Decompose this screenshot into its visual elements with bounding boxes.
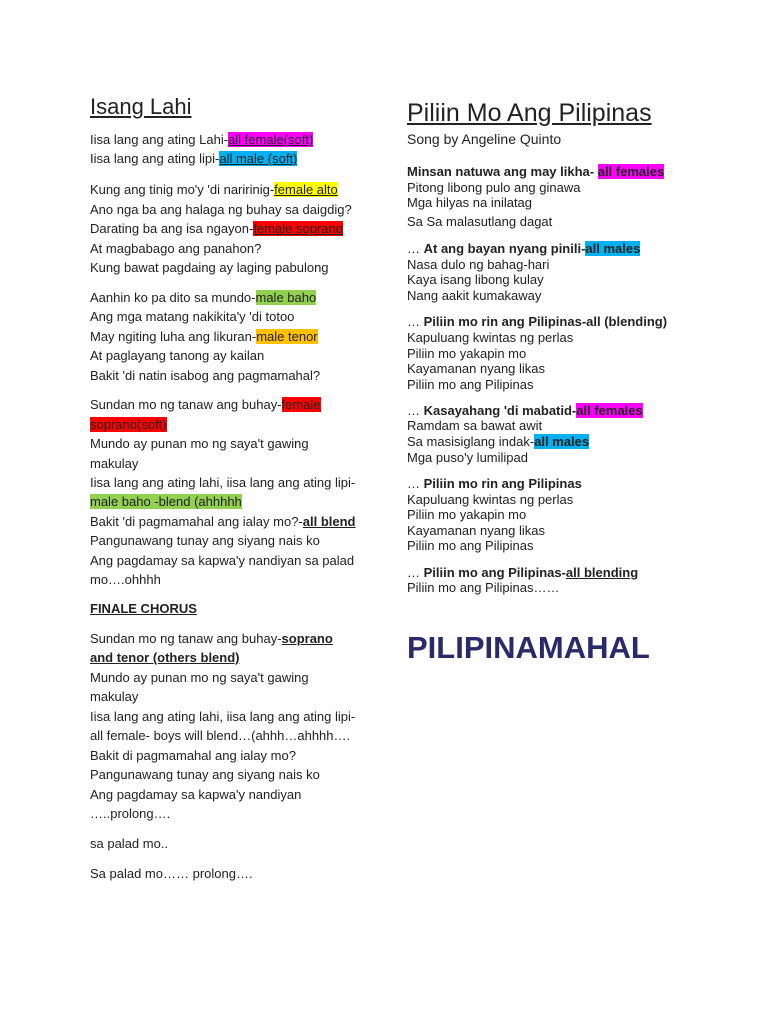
voice-part-highlight: female alto (274, 182, 338, 197)
voice-part-highlight: all female(soft) (228, 132, 314, 147)
lyric-line (90, 309, 294, 325)
lyric-text: Nang aakit kumakaway (407, 288, 542, 303)
lyric-text: Ang pagdamay sa kapwa'y nandiyan (90, 787, 302, 802)
lyric-line (407, 164, 664, 180)
lyric-text: … (407, 565, 424, 580)
lyric-text: Mundo ay punan mo ng saya't gawing (90, 670, 309, 685)
lyric-line (407, 214, 552, 230)
lyric-line (90, 787, 301, 803)
lyric-line (90, 631, 333, 647)
lyric-text: Pitong libong pulo ang ginawa (407, 180, 581, 195)
lyric-text: Kapuluang kwintas ng perlas (407, 330, 574, 345)
lyric-text: Piliin mo yakapin mo (407, 346, 527, 361)
lyric-line (90, 767, 320, 783)
lyric-text: Ramdam sa bawat awit (407, 418, 543, 433)
lyric-text: Piliin mo yakapin mo (407, 507, 527, 522)
lyric-line (90, 241, 261, 257)
voice-part-highlight: male tenor (256, 329, 318, 344)
lyric-text: … (407, 314, 424, 329)
lyric-line (90, 650, 240, 666)
lyric-text: Iisa lang ang ating Lahi- (90, 132, 229, 147)
lyric-line (90, 348, 264, 364)
lyric-line (407, 476, 582, 492)
lyric-line (407, 180, 580, 196)
lyric-line (90, 260, 329, 276)
lyric-line (90, 329, 318, 345)
lyric-line (90, 601, 197, 617)
lyric-text: Piliin mo ang Pilipinas…… (407, 580, 560, 595)
lyric-bold-text: Piliin mo ang Pilipinas- (423, 565, 566, 580)
lyric-text: Bakit 'di pagmamahal ang ialay mo?- (90, 514, 303, 529)
voice-part-highlight: all male (soft) (219, 151, 298, 166)
lyric-text: Mundo ay punan mo ng saya't gawing (90, 436, 309, 451)
lyric-line (90, 748, 296, 764)
lyric-text: Ano nga ba ang halaga ng buhay sa daigdig? (90, 202, 352, 217)
lyric-line (90, 368, 320, 384)
lyric-line (407, 288, 541, 304)
lyric-line (407, 565, 638, 581)
voice-part-highlight: all females (597, 164, 665, 179)
lyric-text: all female- boys will blend…(ahhh…ahhhh…. (90, 728, 351, 743)
lyric-line (90, 132, 313, 148)
lyric-line (90, 709, 355, 725)
voice-part-highlight: all males (534, 434, 590, 449)
lyric-line (90, 866, 253, 882)
voice-part-highlight: female (281, 397, 321, 412)
lyric-text: Sa Sa malasutlang dagat (407, 214, 553, 229)
lyric-bold-text: Minsan natuwa ang may likha- (407, 164, 598, 179)
lyric-text: Bakit di pagmamahal ang ialay mo? (90, 748, 296, 763)
song-title-piliin-mo: Piliin Mo Ang Pilipinas (407, 99, 652, 127)
lyric-line (407, 272, 544, 288)
lyric-line (90, 417, 167, 433)
lyric-text: Piliin mo ang Pilipinas (407, 377, 534, 392)
lyric-line (407, 361, 545, 377)
lyric-line (407, 403, 643, 419)
lyric-bold-text: FINALE CHORUS (90, 601, 197, 616)
lyric-line (90, 572, 161, 588)
lyric-line (407, 377, 533, 393)
lyric-text: makulay (90, 689, 139, 704)
voice-part-highlight: all males (585, 241, 641, 256)
lyric-text: Nasa dulo ng bahag-hari (407, 257, 550, 272)
lyric-bold-text: and tenor (others blend) (90, 650, 240, 665)
lyric-line (407, 523, 545, 539)
lyric-line (90, 533, 320, 549)
lyric-text: mo….ohhhh (90, 572, 161, 587)
voice-part-highlight: male baho (255, 290, 317, 305)
lyric-line (90, 182, 338, 198)
lyric-text: Sundan mo ng tanaw ang buhay- (90, 397, 282, 412)
lyric-line (407, 195, 532, 211)
lyric-line (407, 434, 589, 450)
lyric-line (407, 257, 549, 273)
lyric-bold-text: At ang bayan nyang pinili- (423, 241, 586, 256)
lyric-text: Piliin mo ang Pilipinas (407, 538, 534, 553)
lyric-text: Kayamanan nyang likas (407, 361, 546, 376)
lyric-line (90, 397, 321, 413)
lyric-text: Pangunawang tunay ang siyang nais ko (90, 533, 320, 548)
lyric-text: May ngiting luha ang likuran- (90, 329, 257, 344)
lyric-line (90, 806, 170, 822)
voice-part-highlight: all females (576, 403, 643, 418)
lyric-text: Kayamanan nyang likas (407, 523, 546, 538)
lyric-text: Sundan mo ng tanaw ang buhay- (90, 631, 282, 646)
lyric-text: …..prolong…. (90, 806, 171, 821)
lyric-text: Ang pagdamay sa kapwa'y nandiyan sa palad (90, 553, 355, 568)
lyric-line (90, 836, 168, 852)
lyric-bold-text: all blending (565, 565, 639, 580)
lyric-text: Ang mga matang nakikita'y 'di totoo (90, 309, 295, 324)
lyric-line (90, 221, 343, 237)
lyric-line (407, 580, 559, 596)
lyric-line (90, 436, 309, 452)
lyric-line (90, 670, 309, 686)
lyric-text: Mga hilyas na inilatag (407, 195, 533, 210)
lyric-line (407, 314, 667, 330)
lyric-line (90, 290, 316, 306)
voice-part-highlight: male baho -blend (ahhhhh (90, 494, 242, 509)
lyric-line (90, 494, 242, 510)
lyric-line (90, 151, 297, 167)
lyric-line (90, 553, 354, 569)
lyric-line (407, 450, 528, 466)
lyric-text: … (407, 241, 424, 256)
closing-heading: PILIPINAMAHAL (407, 630, 650, 665)
lyric-line (407, 346, 526, 362)
lyric-line (407, 492, 573, 508)
lyric-line (90, 202, 352, 218)
lyric-bold-text: Kasayahang 'di mabatid- (423, 403, 577, 418)
lyric-text: Sa palad mo…… prolong…. (90, 866, 253, 881)
lyric-line (407, 241, 640, 257)
lyric-text: Iisa lang ang ating lahi, iisa lang ang ating lipi- (90, 709, 356, 724)
lyric-line (90, 728, 350, 744)
lyric-line (407, 330, 573, 346)
lyric-line (90, 514, 356, 530)
lyric-text: Mga puso'y lumilipad (407, 450, 528, 465)
lyric-text: Darating ba ang isa ngayon- (90, 221, 254, 236)
lyric-text: Sa masisiglang indak- (407, 434, 535, 449)
lyric-line (407, 507, 526, 523)
lyric-text: makulay (90, 456, 139, 471)
lyric-text: Iisa lang ang ating lipi- (90, 151, 220, 166)
song-credit: Song by Angeline Quinto (407, 131, 562, 147)
lyric-text: Aanhin ko pa dito sa mundo- (90, 290, 256, 305)
lyric-text: Iisa lang ang ating lahi, iisa lang ang ating lipi- (90, 475, 356, 490)
lyric-line (90, 689, 138, 705)
lyric-text: … (407, 403, 424, 418)
lyric-bold-text: Piliin mo rin ang Pilipinas (423, 476, 582, 491)
lyric-line (90, 456, 138, 472)
lyric-text: At paglayang tanong ay kailan (90, 348, 265, 363)
lyric-bold-text: all blend (302, 514, 356, 529)
lyric-bold-text: Piliin mo rin ang Pilipinas-all (blending) (423, 314, 668, 329)
lyric-line (90, 475, 355, 491)
lyric-text: At magbabago ang panahon? (90, 241, 262, 256)
lyric-text: Kung ang tinig mo'y 'di naririnig- (90, 182, 275, 197)
lyric-text: … (407, 476, 424, 491)
lyric-text: Pangunawang tunay ang siyang nais ko (90, 767, 320, 782)
lyric-text: sa palad mo.. (90, 836, 169, 851)
lyric-text: Bakit 'di natin isabog ang pagmamahal? (90, 368, 321, 383)
lyric-line (407, 418, 542, 434)
lyric-line (407, 538, 533, 554)
song-title-isang-lahi: Isang Lahi (90, 94, 192, 119)
lyric-text: Kaya isang libong kulay (407, 272, 544, 287)
lyric-bold-text: soprano (281, 631, 333, 646)
voice-part-highlight: soprano(soft) (90, 417, 167, 432)
lyric-text: Kung bawat pagdaing ay laging pabulong (90, 260, 329, 275)
voice-part-highlight: female soprano (253, 221, 343, 236)
lyric-text: Kapuluang kwintas ng perlas (407, 492, 574, 507)
